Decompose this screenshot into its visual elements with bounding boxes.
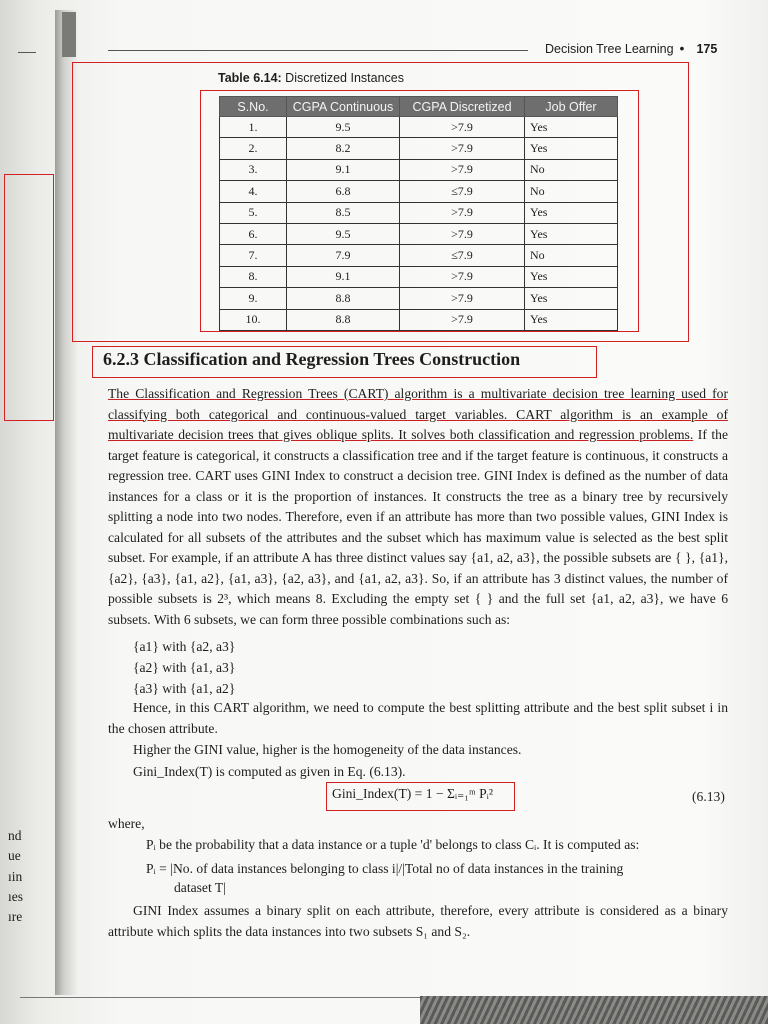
- cell-sno: 1.: [220, 117, 287, 138]
- cell-cgpa-continuous: 8.8: [287, 288, 400, 309]
- header-separator: •: [679, 40, 685, 56]
- running-head: [545, 40, 717, 56]
- cell-cgpa-continuous: 8.2: [287, 138, 400, 159]
- combination-item: {a3} with {a1, a2}: [133, 681, 236, 696]
- definition-text: Pᵢ be the probability that a data instance or a tuple 'd' belongs to class Cᵢ. It is computed as:: [146, 837, 640, 852]
- table-caption: [218, 71, 404, 85]
- paragraph-text: GINI Index assumes a binary split on each attribute, therefore, every attribute is considered as a binary attribute which splits the data instances into two subsets S₁ and S₂.: [108, 903, 728, 939]
- cell-job-offer: No: [525, 181, 618, 202]
- running-title: Decision Tree Learning: [545, 42, 674, 56]
- underlined-text: The Classification and Regression Trees (CART) algorithm is a multivariate decision tree learning used for classifying both categorical and continuous-valued target variables. CART algorithm is an example of multivariate decision trees that gives oblique splits. It solves both classification and regression problems.: [108, 386, 728, 442]
- definition-text: Pᵢ = |No. of data instances belonging to class i|/|Total no of data instances in the training: [146, 861, 624, 876]
- cell-job-offer: Yes: [525, 309, 618, 330]
- col-header-cgpa-continuous: CGPA Continuous: [287, 97, 400, 117]
- left-margin-annotation-box: [4, 174, 54, 421]
- cell-sno: 9.: [220, 288, 287, 309]
- cell-cgpa-discretized: >7.9: [400, 202, 525, 223]
- col-header-cgpa-discretized: CGPA Discretized: [400, 97, 525, 117]
- cell-sno: 5.: [220, 202, 287, 223]
- cell-cgpa-discretized: ≤7.9: [400, 245, 525, 266]
- facing-page-fragment: nd: [8, 828, 22, 843]
- table-row: [220, 159, 618, 180]
- cell-cgpa-continuous: 8.8: [287, 309, 400, 330]
- cell-sno: 10.: [220, 309, 287, 330]
- cell-cgpa-discretized: >7.9: [400, 159, 525, 180]
- cell-sno: 7.: [220, 245, 287, 266]
- table-row: [220, 288, 618, 309]
- table-caption-text: Discretized Instances: [285, 71, 404, 85]
- where-label: where,: [108, 816, 145, 831]
- table-row: [220, 245, 618, 266]
- bottom-scan-edge: [420, 996, 768, 1024]
- cell-cgpa-continuous: 8.5: [287, 202, 400, 223]
- cell-job-offer: No: [525, 245, 618, 266]
- cell-job-offer: Yes: [525, 202, 618, 223]
- cart-intro-paragraph: [108, 384, 728, 630]
- facing-page-fragment: ıes: [8, 889, 23, 904]
- cell-sno: 6.: [220, 223, 287, 244]
- paragraph-text: Hence, in this CART algorithm, we need to compute the best splitting attribute and the best split subset i in the chosen attribute.: [108, 700, 728, 736]
- cell-job-offer: Yes: [525, 288, 618, 309]
- cell-cgpa-discretized: >7.9: [400, 223, 525, 244]
- cell-cgpa-continuous: 9.5: [287, 117, 400, 138]
- cell-sno: 4.: [220, 181, 287, 202]
- cell-cgpa-discretized: >7.9: [400, 138, 525, 159]
- gutter-dark-edge: [62, 12, 76, 57]
- cell-cgpa-discretized: >7.9: [400, 288, 525, 309]
- table-row: [220, 138, 618, 159]
- cell-cgpa-discretized: >7.9: [400, 266, 525, 287]
- paragraph-text: If the target feature is categorical, it constructs a classification tree and if the target feature is continuous, it constructs a regression tree. CART uses GINI Index to construct a decision tree. GINI Index is defined as the number of data instances for a class or it is the proportion of instances. It constructs the tree as a binary tree by recursively splitting a node into two nodes. Therefore, even if an attribute has more than two possible values, GINI Index is calculated for all subsets of the attributes and the subset which has maximum value is selected as the best split subset. For example, if an attribute A has three distinct values say {a1, a2, a3}, the possible subsets are { }, {a1}, {a2}, {a3}, {a1, a2}, {a1, a3}, {a2, a3}, and {a1, a2, a3}. So, if an attribute has 3 distinct values, the number of possible subsets is 2³, which means 8. Excluding the empty set { } and the full set {a1, a2, a3}, we have 6 subsets. With 6 subsets, we can form three possible combinations such as:: [108, 427, 728, 627]
- cell-cgpa-continuous: 6.8: [287, 181, 400, 202]
- definition-text: dataset T|: [174, 880, 226, 895]
- cell-job-offer: Yes: [525, 117, 618, 138]
- facing-page-fragment: ue: [8, 848, 21, 863]
- table-row: [220, 223, 618, 244]
- section-title: 6.2.3 Classification and Regression Trees Construction: [103, 349, 521, 369]
- left-page-dash: [18, 52, 36, 53]
- facing-page-fragment: ıre: [8, 909, 23, 924]
- cell-job-offer: Yes: [525, 138, 618, 159]
- combination-item: {a1} with {a2, a3}: [133, 639, 236, 654]
- table-row: [220, 117, 618, 138]
- bottom-rule: [20, 997, 420, 998]
- cell-cgpa-continuous: 9.1: [287, 266, 400, 287]
- table-header-row: [220, 97, 618, 117]
- cell-job-offer: Yes: [525, 223, 618, 244]
- cell-sno: 3.: [220, 159, 287, 180]
- equation-number: (6.13): [692, 789, 725, 804]
- combination-item: {a2} with {a1, a3}: [133, 660, 236, 675]
- cell-job-offer: Yes: [525, 266, 618, 287]
- cell-cgpa-continuous: 9.5: [287, 223, 400, 244]
- discretized-instances-table: [219, 96, 618, 331]
- table-row: [220, 202, 618, 223]
- page-number: 175: [696, 42, 718, 56]
- cell-cgpa-discretized: ≤7.9: [400, 181, 525, 202]
- cell-sno: 2.: [220, 138, 287, 159]
- table-row: [220, 309, 618, 330]
- gini-equation: Gini_Index(T) = 1 − Σᵢ₌₁ᵐ Pᵢ²: [332, 786, 493, 801]
- col-header-job-offer: Job Offer: [525, 97, 618, 117]
- cell-job-offer: No: [525, 159, 618, 180]
- table-row: [220, 266, 618, 287]
- col-header-sno: S.No.: [220, 97, 287, 117]
- table-row: [220, 181, 618, 202]
- paragraph-text: Gini_Index(T) is computed as given in Eq. (6.13).: [133, 764, 406, 779]
- header-rule: [108, 50, 528, 51]
- cell-sno: 8.: [220, 266, 287, 287]
- facing-page-fragment: ıin: [8, 869, 23, 884]
- table-caption-label: Table 6.14:: [218, 71, 282, 85]
- cell-cgpa-discretized: >7.9: [400, 309, 525, 330]
- cell-cgpa-discretized: >7.9: [400, 117, 525, 138]
- paragraph-text: Higher the GINI value, higher is the homogeneity of the data instances.: [133, 742, 522, 757]
- cell-cgpa-continuous: 7.9: [287, 245, 400, 266]
- cell-cgpa-continuous: 9.1: [287, 159, 400, 180]
